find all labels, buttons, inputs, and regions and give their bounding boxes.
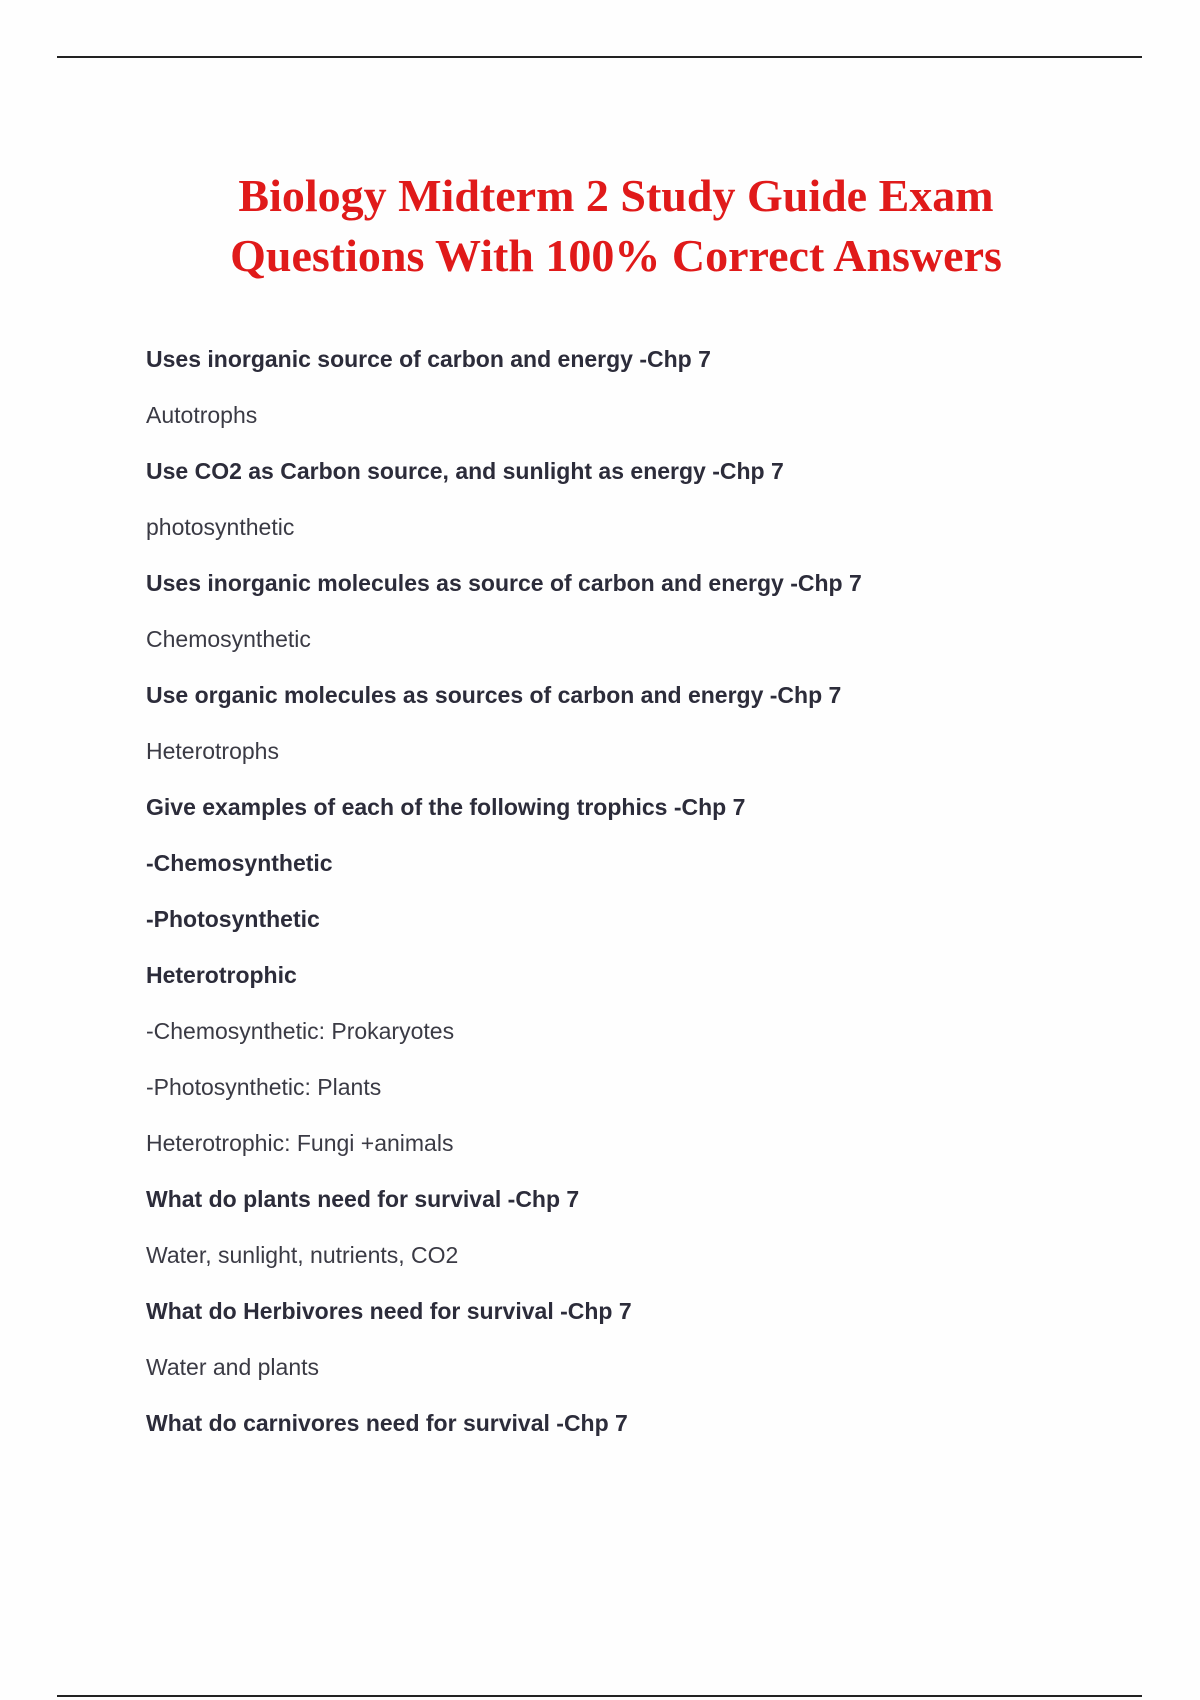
question-text: What do carnivores need for survival -Chp 7 <box>146 1410 628 1436</box>
document-title <box>0 166 1200 286</box>
footer-rule <box>57 1695 1142 1697</box>
title-line: Questions With 100% Correct Answers <box>230 230 1002 281</box>
question-text: Give examples of each of the following trophics -Chp 7 <box>146 794 746 820</box>
question-text: Heterotrophic <box>146 962 297 988</box>
answer-text: -Chemosynthetic: Prokaryotes <box>146 1018 455 1044</box>
answer-text: Chemosynthetic <box>146 626 311 652</box>
question-text: Use organic molecules as sources of carbon and energy -Chp 7 <box>146 682 842 708</box>
question-text: Uses inorganic source of carbon and energy -Chp 7 <box>146 346 711 372</box>
answer-text: -Photosynthetic: Plants <box>146 1074 382 1100</box>
header-rule <box>57 56 1142 58</box>
question-text: What do Herbivores need for survival -Chp 7 <box>146 1298 632 1324</box>
question-text: -Photosynthetic <box>146 906 320 932</box>
answer-text: Heterotrophs <box>146 738 279 764</box>
answer-text: photosynthetic <box>146 514 295 540</box>
answer-text: Water and plants <box>146 1354 320 1380</box>
question-text: What do plants need for survival -Chp 7 <box>146 1186 580 1212</box>
question-text: Uses inorganic molecules as source of carbon and energy -Chp 7 <box>146 570 862 596</box>
question-text: -Chemosynthetic <box>146 850 333 876</box>
answer-text: Autotrophs <box>146 402 258 428</box>
answer-text: Water, sunlight, nutrients, CO2 <box>146 1242 459 1268</box>
title-line: Biology Midterm 2 Study Guide Exam <box>238 170 994 221</box>
answer-text: Heterotrophic: Fungi +animals <box>146 1130 454 1156</box>
qa-list <box>146 340 1146 1460</box>
question-text: Use CO2 as Carbon source, and sunlight as energy -Chp 7 <box>146 458 784 484</box>
